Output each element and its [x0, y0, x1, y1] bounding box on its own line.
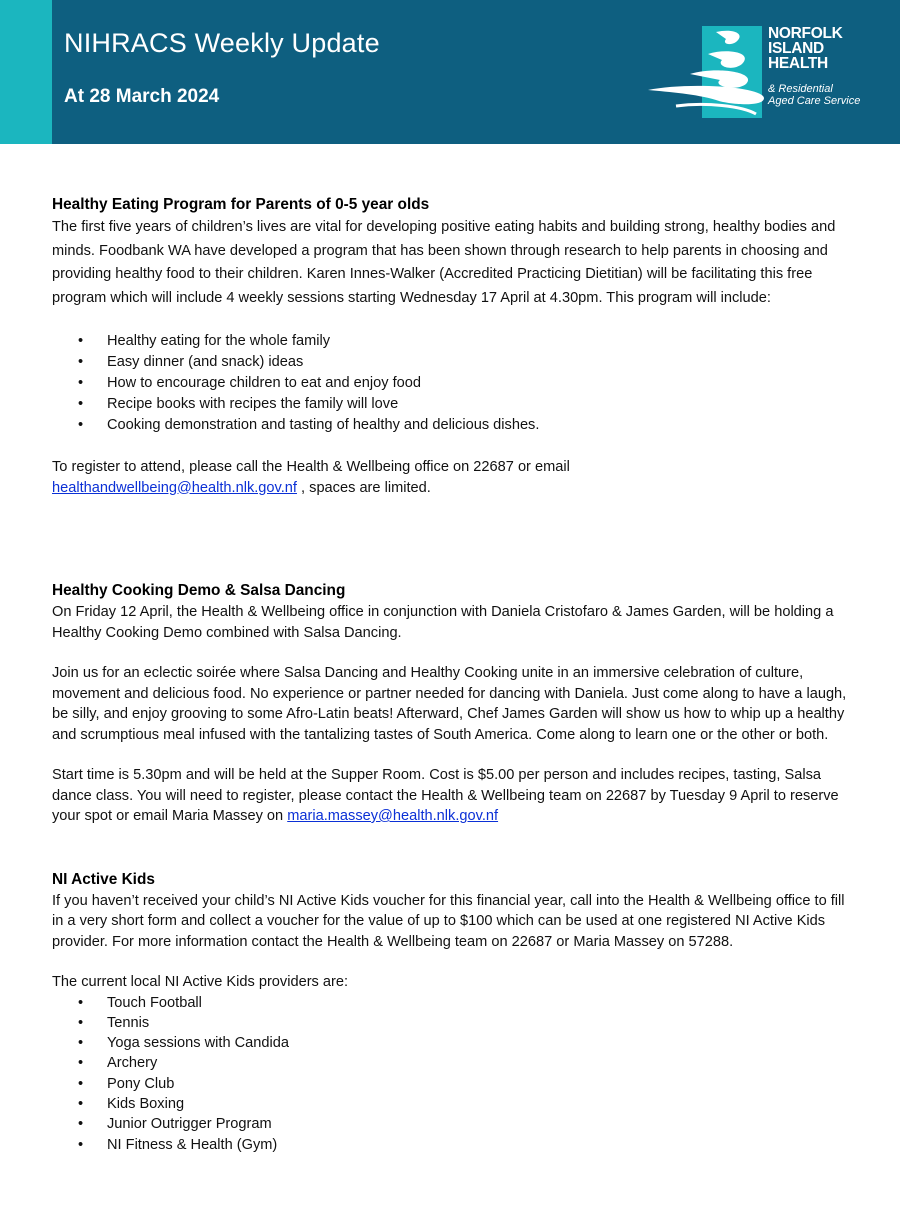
- list-item: • Recipe books with recipes the family will love: [52, 394, 852, 415]
- cooking-salsa-heading: Healthy Cooking Demo & Salsa Dancing: [52, 582, 346, 599]
- providers-list: [52, 993, 852, 1155]
- list-item: • Yoga sessions with Candida: [52, 1033, 852, 1053]
- page-header: [0, 0, 900, 144]
- list-item: • Tennis: [52, 1013, 852, 1033]
- list-item: • Healthy eating for the whole family: [52, 331, 852, 352]
- cooking-salsa-section: [52, 580, 852, 827]
- healthy-eating-intro: The first five years of children’s lives are vital for developing positive eating habits and building strong, healthy bodies and minds. Foodbank WA have developed a program that has been shown through research to help parents in choosing and providing healthy food to their children. Karen Innes-Walker (Accredited Practicing Dietitian) will be facilitating this free program which will include 4 weekly sessions starting Wednesday 17 April at 4.30pm. This program will include:: [52, 219, 836, 306]
- maria-massey-email-link[interactable]: maria.massey@health.nlk.gov.nf: [287, 808, 499, 824]
- healthy-eating-register: To register to attend, please call the Health & Wellbeing office on 22687 or email healthandwellbeing@health.nlk.gov.nf , spaces are limited.: [52, 459, 570, 496]
- providers-intro: The current local NI Active Kids providers are:: [52, 974, 349, 990]
- active-kids-para: If you haven’t received your child’s NI Active Kids voucher for this financial year, call into the Health & Wellbeing office to fill in a very short form and collect a voucher for the value of up to $100 which can be used at one registered NI Active Kids provider. For more information contact the Health & Wellbeing team on 22687 or Maria Massey on 57288.: [52, 892, 845, 950]
- list-item: • Easy dinner (and snack) ideas: [52, 352, 852, 373]
- health-wellbeing-email-link[interactable]: healthandwellbeing@health.nlk.gov.nf: [52, 479, 297, 496]
- newsletter-title: NIHRACS Weekly Update: [64, 28, 380, 58]
- logo-wordmark: NORFOLK ISLAND HEALTH: [768, 25, 843, 72]
- list-item: • NI Fitness & Health (Gym): [52, 1135, 852, 1155]
- active-kids-heading: NI Active Kids: [52, 870, 155, 888]
- cooking-salsa-para1: On Friday 12 April, the Health & Wellbeing office in conjunction with Daniela Cristofaro & James Garden, will be holding a Healthy Cooking Demo combined with Salsa Dancing.: [52, 604, 834, 641]
- cooking-salsa-para3: Start time is 5.30pm and will be held at the Supper Room. Cost is $5.00 per person and includes recipes, tasting, Salsa dance class. You will need to register, please contact the Health & Wellbeing team on 22687 by Tuesday 9 April to reserve your spot or email Maria Massey on maria.massey@health.nlk.gov.nf: [52, 767, 839, 824]
- newsletter-date: At 28 March 2024: [64, 86, 220, 107]
- healthy-eating-section: [52, 194, 852, 498]
- list-item: • Kids Boxing: [52, 1094, 852, 1114]
- logo-subtitle: & Residential Aged Care Service: [768, 83, 861, 107]
- list-item: • Pony Club: [52, 1074, 852, 1094]
- list-item: • How to encourage children to eat and enjoy food: [52, 373, 852, 394]
- norfolk-island-health-logo: [646, 22, 876, 122]
- header-accent-bar: [0, 0, 52, 144]
- list-item: • Cooking demonstration and tasting of healthy and delicious dishes.: [52, 415, 852, 436]
- logo-wave-icon: [646, 22, 768, 122]
- list-item: • Archery: [52, 1053, 852, 1073]
- list-item: • Touch Football: [52, 993, 852, 1013]
- list-item: • Junior Outrigger Program: [52, 1114, 852, 1134]
- cooking-salsa-para2: Join us for an eclectic soirée where Salsa Dancing and Healthy Cooking unite in an immersive celebration of culture, movement and delicious food. No experience or partner needed for dancing with Daniela. Just come along to have a laugh, be silly, and enjoy grooving to some Afro-Latin beats! Afterward, Chef James Garden will show us how to whip up a healthy and scrumptious meal infused with the tantalizing tastes of South America. Come along to learn one or the other or both.: [52, 665, 847, 743]
- newsletter-body: [52, 194, 852, 1155]
- healthy-eating-heading: Healthy Eating Program for Parents of 0-5 year olds: [52, 196, 430, 213]
- healthy-eating-list: [52, 331, 852, 436]
- active-kids-section: [52, 869, 852, 1155]
